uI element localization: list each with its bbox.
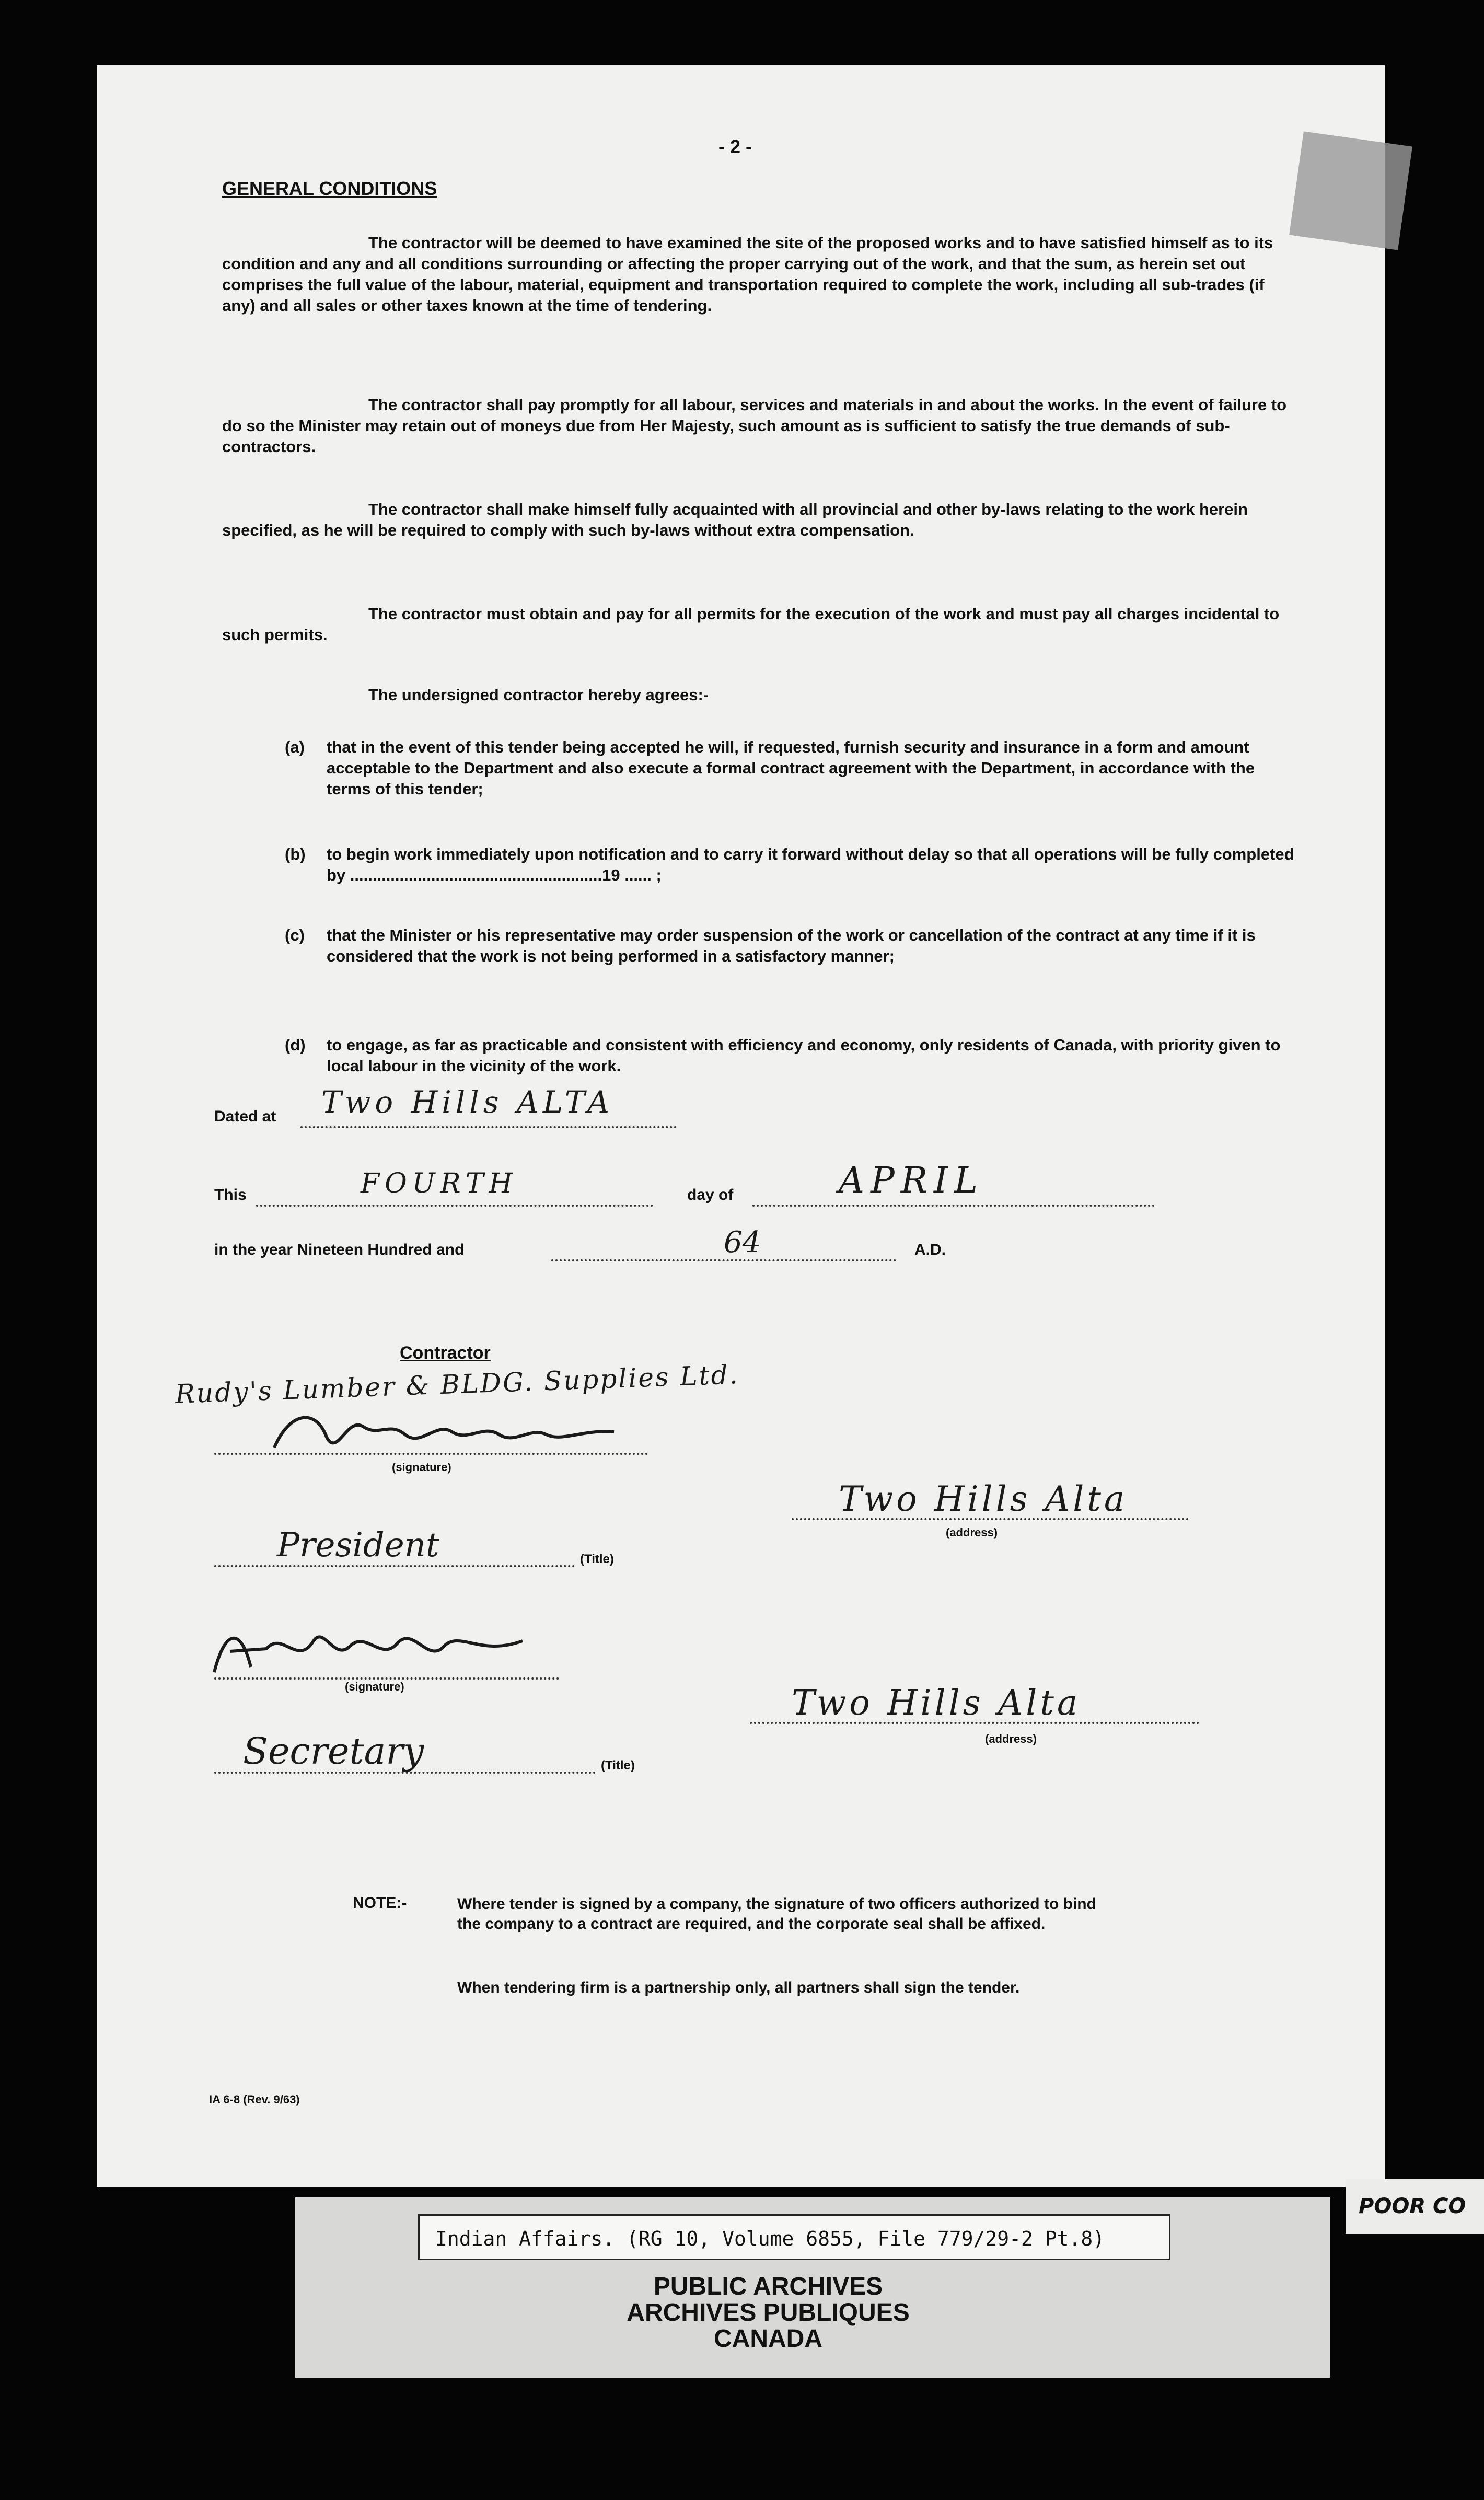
this-label: This [214, 1186, 247, 1203]
day-of-label: day of [687, 1186, 734, 1203]
title-label-2: (Title) [601, 1758, 635, 1773]
paragraph-payment: The contractor shall pay promptly for all labour, services and materials in and about the works. In the event of failure to do so the Minister may retain out of moneys due from Her Majesty, such amount as is sufficient to satisfy the true demands of sub-contractors. [222, 396, 1287, 456]
ad-label: A.D. [914, 1241, 946, 1258]
this-value: FOURTH [361, 1168, 518, 1199]
dated-at-label: Dated at [214, 1108, 276, 1125]
address-value-1: Two Hills Alta [839, 1479, 1128, 1519]
title-line-1 [214, 1565, 575, 1567]
signature-1 [269, 1406, 624, 1463]
condition-item-b [285, 844, 1298, 886]
dated-at-value: Two Hills ALTA [321, 1084, 614, 1120]
archive-name-line-3: CANADA [714, 2325, 822, 2353]
signature-label-1: (signature) [392, 1461, 451, 1474]
signature-label-2: (signature) [345, 1680, 404, 1693]
day-of-value: APRIL [839, 1160, 984, 1201]
contractor-heading: Contractor [400, 1343, 491, 1363]
title-label-1: (Title) [580, 1552, 614, 1566]
item-text: that the Minister or his representative may order suspension of the work or cancellation of the contract at any time if it is considered that the work is not being performed in a satisfactory manner; [327, 926, 1256, 965]
item-label: (d) [285, 1036, 306, 1054]
address-label-1: (address) [946, 1526, 998, 1539]
archive-name-line-2: ARCHIVES PUBLIQUES [627, 2299, 910, 2327]
item-label: (c) [285, 926, 305, 944]
title-value-1: President [277, 1526, 439, 1565]
paragraph-agreement: The undersigned contractor hereby agrees:- [368, 686, 709, 704]
item-text: to engage, as far as practicable and consistent with efficiency and economy, only residents of Canada, with priority given to local labour in the vicinity of the work. [327, 1036, 1281, 1075]
item-text: to begin work immediately upon notification and to carry it forward without delay so that all operations will be fully completed by ........................................................19 ...... ; [327, 845, 1294, 884]
title-value-2: Secretary [243, 1730, 424, 1773]
company-name: Rudy's Lumber & BLDG. Supplies Ltd. [175, 1359, 740, 1409]
this-line [256, 1205, 653, 1207]
note-label: NOTE:- [353, 1894, 407, 1912]
form-number: IA 6-8 (Rev. 9/63) [209, 2093, 300, 2106]
archive-reference: Indian Affairs. (RG 10, Volume 6855, File 779/29-2 Pt.8) [418, 2214, 1170, 2260]
item-label: (b) [285, 845, 306, 863]
paragraph-bylaws: The contractor shall make himself fully acquainted with all provincial and other by-laws relating to the work herein specified, as he will be required to comply with such by-laws without extra compensation. [222, 500, 1248, 539]
address-value-2: Two Hills Alta [792, 1683, 1081, 1723]
dated-at-line [300, 1126, 677, 1128]
page-number: - 2 - [718, 136, 752, 157]
year-value: 64 [724, 1225, 761, 1259]
item-label: (a) [285, 738, 305, 756]
official-stamp [1289, 131, 1412, 250]
condition-item-c [285, 925, 1298, 967]
section-heading: GENERAL CONDITIONS [222, 178, 437, 199]
document-page [97, 65, 1385, 2187]
day-of-line [752, 1205, 1155, 1207]
condition-item-a [285, 737, 1298, 800]
note-text-1: Where tender is signed by a company, the signature of two officers authorized to bind the company to a contract are required, and the corporate seal shall be affixed. [457, 1895, 1096, 1932]
side-tab-label: POOR CO [1346, 2179, 1484, 2234]
condition-item-d [285, 1035, 1298, 1077]
paragraph-site-examination: The contractor will be deemed to have examined the site of the proposed works and to have satisfied himself as to its condition and any and all conditions surrounding or affecting the proper carrying out of the work, and that the sum, as herein set out comprises the full value of the labour, material, equipment and transportation required to complete the work, including all sub-trades (if any) and all sales or other taxes known at the time of tendering. [222, 234, 1273, 315]
archive-name-line-1: PUBLIC ARCHIVES [653, 2273, 883, 2300]
item-text: that in the event of this tender being accepted he will, if requested, furnish security and insurance in a form and amount acceptable to the Department and also execute a formal contract agreement with the Department, in accordance with the terms of this tender; [327, 738, 1255, 798]
note-text-2: When tendering firm is a partnership only, all partners shall sign the tender. [457, 1979, 1020, 1996]
year-line [551, 1259, 896, 1261]
signature-2 [209, 1620, 533, 1683]
year-label: in the year Nineteen Hundred and [214, 1241, 465, 1258]
address-label-2: (address) [985, 1732, 1037, 1745]
paragraph-permits: The contractor must obtain and pay for all permits for the execution of the work and must pay all charges incidental to such permits. [222, 605, 1280, 644]
signature-line-2 [214, 1677, 559, 1680]
